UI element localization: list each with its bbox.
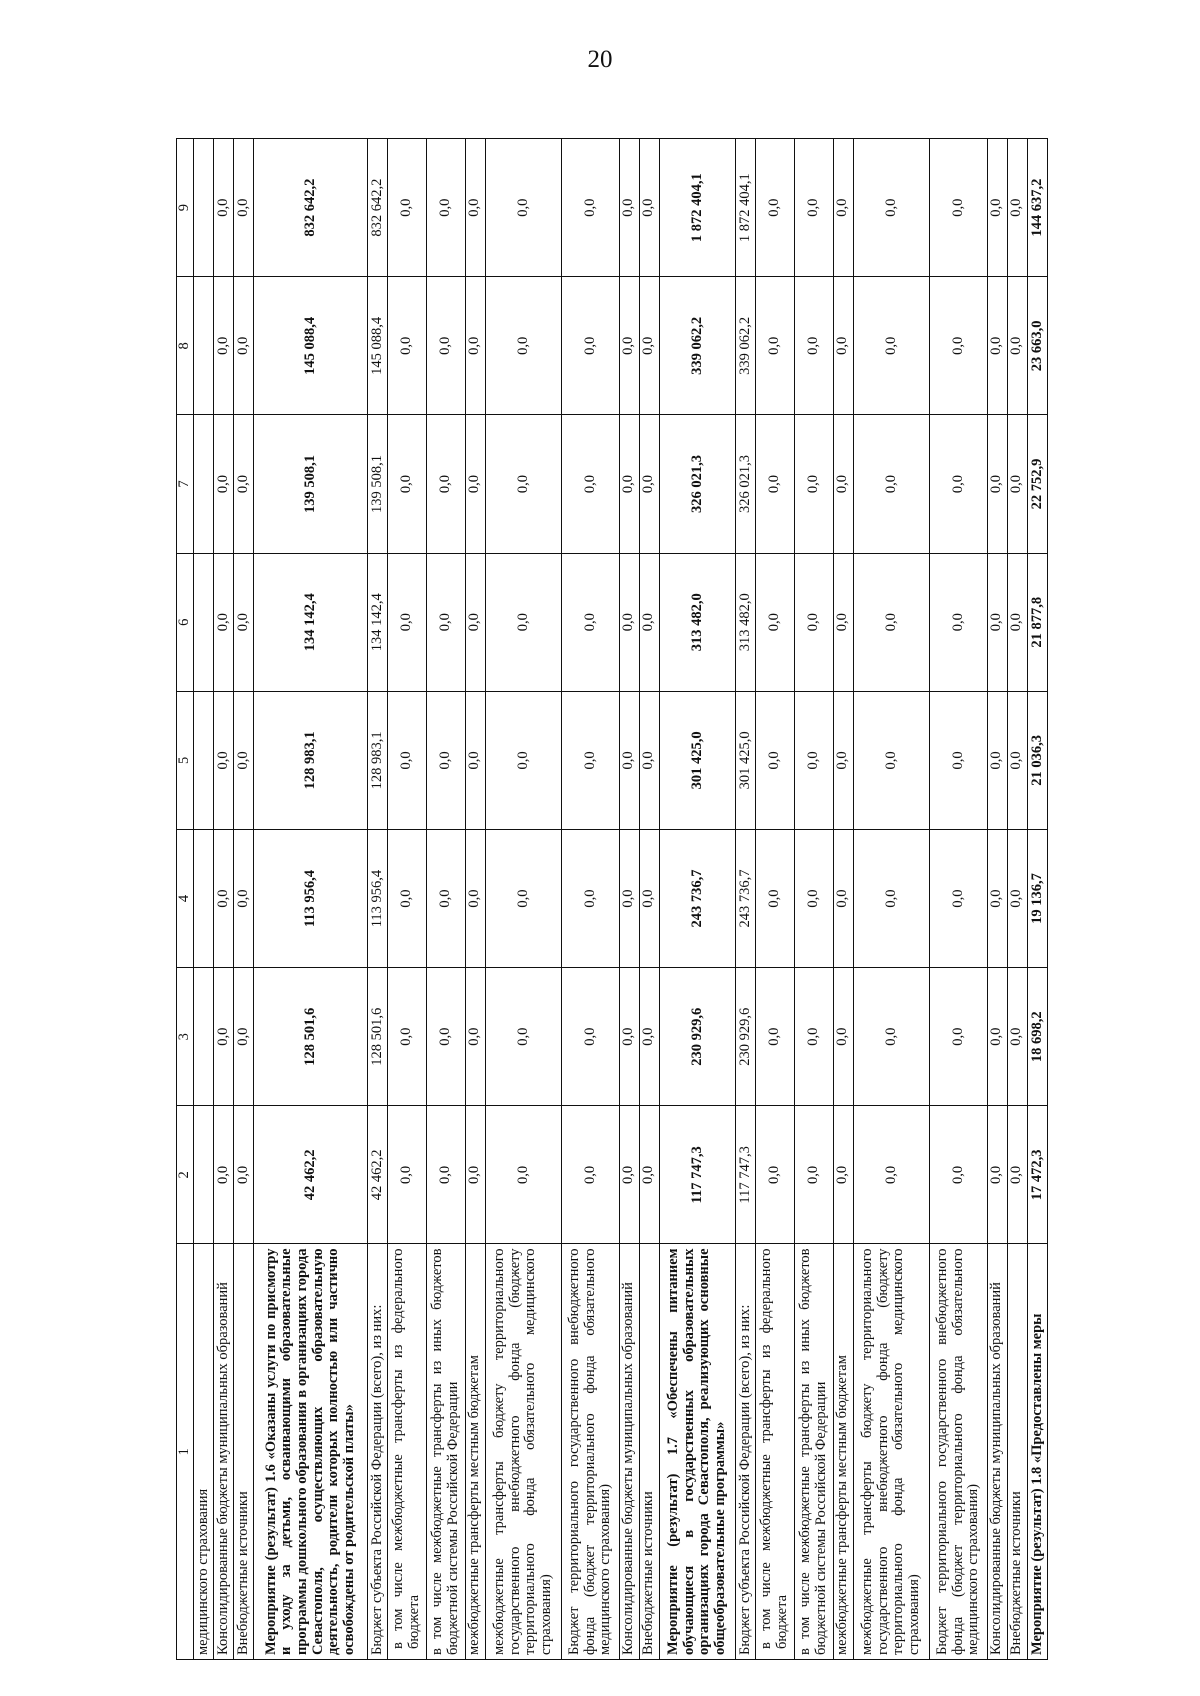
value-cell: 0,0 — [930, 553, 988, 691]
value-cell: 0,0 — [465, 139, 485, 277]
value-cell: 0,0 — [465, 553, 485, 691]
value-cell: 0,0 — [987, 691, 1007, 829]
value-cell: 0,0 — [639, 1106, 659, 1244]
value-cell: 0,0 — [465, 277, 485, 415]
value-cell: 301 425,0 — [659, 691, 735, 829]
value-cell: 139 508,1 — [254, 415, 368, 553]
value-cell: 1 872 404,1 — [659, 139, 735, 277]
value-cell: 0,0 — [833, 968, 853, 1106]
value-cell: 313 482,0 — [659, 553, 735, 691]
table-row — [639, 139, 659, 1660]
value-cell: 0,0 — [388, 829, 427, 967]
budget-table — [176, 138, 1048, 1660]
value-cell: 0,0 — [485, 415, 561, 553]
value-cell: 0,0 — [756, 139, 795, 277]
row-label: Внебюджетные источники — [234, 1244, 254, 1660]
table-row — [930, 139, 988, 1660]
value-cell: 0,0 — [639, 277, 659, 415]
value-cell: 0,0 — [485, 139, 561, 277]
value-cell — [194, 968, 214, 1106]
value-cell: 0,0 — [1007, 1106, 1027, 1244]
value-cell: 0,0 — [562, 139, 620, 277]
table-row — [368, 139, 388, 1660]
row-label: Внебюджетные источники — [639, 1244, 659, 1660]
value-cell: 1 872 404,1 — [736, 139, 756, 277]
value-cell: 243 736,7 — [736, 829, 756, 967]
value-cell: 0,0 — [833, 829, 853, 967]
value-cell — [194, 691, 214, 829]
header-cell: 1 — [177, 1244, 194, 1660]
table-row — [388, 139, 427, 1660]
value-cell: 128 983,1 — [254, 691, 368, 829]
value-cell: 0,0 — [234, 691, 254, 829]
value-cell: 0,0 — [987, 553, 1007, 691]
value-cell: 22 752,9 — [1027, 415, 1047, 553]
value-cell: 0,0 — [214, 553, 234, 691]
table-row — [833, 139, 853, 1660]
value-cell: 0,0 — [234, 139, 254, 277]
value-cell: 0,0 — [930, 415, 988, 553]
header-cell: 8 — [177, 277, 194, 415]
value-cell: 0,0 — [756, 691, 795, 829]
row-label: медицинского страхования — [194, 1244, 214, 1660]
table-row — [659, 139, 735, 1660]
row-label: Консолидированные бюджеты муниципальных образований — [619, 1244, 639, 1660]
table-row — [214, 139, 234, 1660]
row-label: межбюджетные трансферты местным бюджетам — [465, 1244, 485, 1660]
value-cell: 128 501,6 — [254, 968, 368, 1106]
value-cell: 243 736,7 — [659, 829, 735, 967]
table-row — [194, 139, 214, 1660]
value-cell: 0,0 — [388, 415, 427, 553]
value-cell: 0,0 — [853, 829, 929, 967]
value-cell: 0,0 — [388, 691, 427, 829]
value-cell: 0,0 — [639, 553, 659, 691]
value-cell: 0,0 — [214, 415, 234, 553]
value-cell: 0,0 — [485, 691, 561, 829]
header-cell: 6 — [177, 553, 194, 691]
table-row — [987, 139, 1007, 1660]
value-cell: 0,0 — [794, 691, 833, 829]
value-cell: 0,0 — [619, 139, 639, 277]
value-cell — [194, 139, 214, 277]
row-label: Мероприятие (результат) 1.8 «Предоставлены меры — [1027, 1244, 1047, 1660]
value-cell: 0,0 — [234, 415, 254, 553]
value-cell: 0,0 — [465, 1106, 485, 1244]
value-cell: 0,0 — [465, 829, 485, 967]
header-cell: 3 — [177, 968, 194, 1106]
rotated-table-frame — [176, 138, 1048, 1660]
value-cell — [194, 1106, 214, 1244]
value-cell: 832 642,2 — [254, 139, 368, 277]
header-cell: 4 — [177, 829, 194, 967]
value-cell: 134 142,4 — [254, 553, 368, 691]
value-cell: 128 983,1 — [368, 691, 388, 829]
table-row — [426, 139, 465, 1660]
value-cell: 23 663,0 — [1027, 277, 1047, 415]
value-cell: 0,0 — [987, 277, 1007, 415]
value-cell: 0,0 — [465, 691, 485, 829]
value-cell: 21 036,3 — [1027, 691, 1047, 829]
value-cell: 0,0 — [426, 691, 465, 829]
value-cell: 0,0 — [794, 415, 833, 553]
value-cell: 0,0 — [1007, 968, 1027, 1106]
value-cell: 0,0 — [214, 1106, 234, 1244]
table-row — [1027, 139, 1047, 1660]
table-row — [465, 139, 485, 1660]
value-cell: 42 462,2 — [254, 1106, 368, 1244]
value-cell: 0,0 — [853, 139, 929, 277]
value-cell: 0,0 — [388, 139, 427, 277]
value-cell: 0,0 — [794, 553, 833, 691]
value-cell: 0,0 — [853, 691, 929, 829]
table-row — [254, 139, 368, 1660]
header-cell: 2 — [177, 1106, 194, 1244]
value-cell: 21 877,8 — [1027, 553, 1047, 691]
value-cell: 0,0 — [853, 415, 929, 553]
rotated-table-content — [176, 138, 1048, 1660]
value-cell: 113 956,4 — [254, 829, 368, 967]
value-cell: 339 062,2 — [736, 277, 756, 415]
value-cell: 0,0 — [1007, 277, 1027, 415]
row-label: в том числе межбюджетные трансферты из иных бюджетов бюджетной системы Российской Федерации — [794, 1244, 833, 1660]
value-cell: 134 142,4 — [368, 553, 388, 691]
row-label: Консолидированные бюджеты муниципальных образований — [987, 1244, 1007, 1660]
row-label: Внебюджетные источники — [1007, 1244, 1027, 1660]
table-row — [756, 139, 795, 1660]
value-cell: 0,0 — [562, 829, 620, 967]
row-label: Бюджет субъекта Российской Федерации (всего), из них: — [368, 1244, 388, 1660]
header-cell: 9 — [177, 139, 194, 277]
value-cell: 0,0 — [388, 968, 427, 1106]
table-row — [562, 139, 620, 1660]
table-row — [736, 139, 756, 1660]
value-cell: 0,0 — [426, 139, 465, 277]
value-cell: 0,0 — [485, 553, 561, 691]
value-cell: 0,0 — [619, 277, 639, 415]
value-cell: 0,0 — [388, 277, 427, 415]
value-cell: 0,0 — [619, 829, 639, 967]
value-cell: 0,0 — [562, 415, 620, 553]
value-cell: 0,0 — [756, 277, 795, 415]
value-cell: 0,0 — [619, 968, 639, 1106]
value-cell: 0,0 — [234, 829, 254, 967]
page-number: 20 — [587, 46, 613, 73]
value-cell: 326 021,3 — [736, 415, 756, 553]
row-label: межбюджетные трансферты бюджету территориального государственного внебюджетного фонда (бюджету территориального фонда обязательного медицинского страхования) — [485, 1244, 561, 1660]
value-cell: 0,0 — [639, 415, 659, 553]
value-cell: 0,0 — [465, 415, 485, 553]
value-cell: 0,0 — [619, 1106, 639, 1244]
value-cell: 117 747,3 — [736, 1106, 756, 1244]
value-cell: 0,0 — [794, 829, 833, 967]
value-cell: 0,0 — [426, 829, 465, 967]
row-label: Бюджет субъекта Российской Федерации (всего), из них: — [736, 1244, 756, 1660]
value-cell: 339 062,2 — [659, 277, 735, 415]
row-label: в том числе межбюджетные трансферты из иных бюджетов бюджетной системы Российской Федерации — [426, 1244, 465, 1660]
value-cell: 0,0 — [833, 1106, 853, 1244]
value-cell: 0,0 — [214, 829, 234, 967]
value-cell: 326 021,3 — [659, 415, 735, 553]
value-cell: 0,0 — [1007, 553, 1027, 691]
value-cell: 0,0 — [756, 553, 795, 691]
value-cell: 0,0 — [234, 1106, 254, 1244]
value-cell: 0,0 — [756, 415, 795, 553]
value-cell: 0,0 — [214, 691, 234, 829]
value-cell — [194, 829, 214, 967]
value-cell: 0,0 — [756, 829, 795, 967]
value-cell: 0,0 — [485, 1106, 561, 1244]
value-cell: 0,0 — [214, 968, 234, 1106]
value-cell: 0,0 — [987, 968, 1007, 1106]
value-cell: 0,0 — [639, 829, 659, 967]
value-cell: 0,0 — [794, 1106, 833, 1244]
value-cell: 144 637,2 — [1027, 139, 1047, 277]
value-cell: 19 136,7 — [1027, 829, 1047, 967]
value-cell: 0,0 — [930, 277, 988, 415]
value-cell: 230 929,6 — [659, 968, 735, 1106]
table-row — [853, 139, 929, 1660]
value-cell: 0,0 — [426, 553, 465, 691]
value-cell: 0,0 — [562, 1106, 620, 1244]
value-cell: 0,0 — [1007, 691, 1027, 829]
value-cell: 0,0 — [639, 139, 659, 277]
value-cell: 0,0 — [234, 968, 254, 1106]
value-cell — [194, 415, 214, 553]
value-cell: 128 501,6 — [368, 968, 388, 1106]
value-cell: 0,0 — [639, 968, 659, 1106]
value-cell: 0,0 — [756, 968, 795, 1106]
value-cell: 0,0 — [485, 829, 561, 967]
value-cell: 0,0 — [639, 691, 659, 829]
value-cell: 230 929,6 — [736, 968, 756, 1106]
header-row — [177, 139, 194, 1660]
value-cell: 117 747,3 — [659, 1106, 735, 1244]
value-cell: 0,0 — [388, 553, 427, 691]
value-cell: 0,0 — [930, 691, 988, 829]
value-cell: 0,0 — [930, 829, 988, 967]
value-cell: 0,0 — [562, 553, 620, 691]
value-cell: 0,0 — [619, 415, 639, 553]
value-cell: 0,0 — [833, 139, 853, 277]
value-cell — [194, 277, 214, 415]
value-cell: 0,0 — [426, 968, 465, 1106]
row-label: Консолидированные бюджеты муниципальных образований — [214, 1244, 234, 1660]
value-cell: 0,0 — [987, 1106, 1007, 1244]
value-cell: 0,0 — [426, 1106, 465, 1244]
value-cell: 0,0 — [234, 553, 254, 691]
value-cell: 0,0 — [987, 829, 1007, 967]
value-cell: 0,0 — [619, 691, 639, 829]
value-cell: 0,0 — [833, 691, 853, 829]
value-cell: 0,0 — [853, 277, 929, 415]
value-cell: 0,0 — [930, 1106, 988, 1244]
table-row — [1007, 139, 1027, 1660]
table-row — [485, 139, 561, 1660]
value-cell: 0,0 — [853, 553, 929, 691]
value-cell: 0,0 — [987, 139, 1007, 277]
value-cell: 42 462,2 — [368, 1106, 388, 1244]
value-cell: 0,0 — [388, 1106, 427, 1244]
value-cell: 0,0 — [562, 691, 620, 829]
table-row — [234, 139, 254, 1660]
value-cell: 0,0 — [930, 139, 988, 277]
row-label: Бюджет территориального государственного внебюджетного фонда (бюджет территориального фонда обязательного медицинского страхования) — [562, 1244, 620, 1660]
value-cell: 0,0 — [794, 277, 833, 415]
value-cell: 0,0 — [833, 277, 853, 415]
value-cell: 0,0 — [1007, 415, 1027, 553]
value-cell: 0,0 — [485, 277, 561, 415]
value-cell: 0,0 — [853, 968, 929, 1106]
value-cell: 0,0 — [214, 139, 234, 277]
value-cell: 0,0 — [619, 553, 639, 691]
value-cell — [194, 553, 214, 691]
value-cell: 0,0 — [987, 415, 1007, 553]
value-cell: 18 698,2 — [1027, 968, 1047, 1106]
table-body — [194, 139, 1048, 1660]
table-row — [794, 139, 833, 1660]
row-label: в том числе межбюджетные трансферты из федерального бюджета — [388, 1244, 427, 1660]
value-cell: 0,0 — [426, 277, 465, 415]
row-label: Бюджет территориального государственного внебюджетного фонда (бюджет территориального фонда обязательного медицинского страхования) — [930, 1244, 988, 1660]
value-cell: 0,0 — [853, 1106, 929, 1244]
value-cell: 0,0 — [465, 968, 485, 1106]
value-cell: 145 088,4 — [254, 277, 368, 415]
value-cell: 0,0 — [756, 1106, 795, 1244]
value-cell: 0,0 — [1007, 139, 1027, 277]
value-cell: 17 472,3 — [1027, 1106, 1047, 1244]
header-cell: 7 — [177, 415, 194, 553]
value-cell: 139 508,1 — [368, 415, 388, 553]
table-row — [619, 139, 639, 1660]
value-cell: 0,0 — [214, 277, 234, 415]
header-cell: 5 — [177, 691, 194, 829]
value-cell: 0,0 — [562, 277, 620, 415]
row-label: Мероприятие (результат) 1.7 «Обеспечены питанием обучающиеся в государственных образовательных организациях города Севастополя, реализующих основные общеобразовательные программы» — [659, 1244, 735, 1660]
value-cell: 113 956,4 — [368, 829, 388, 967]
value-cell: 0,0 — [833, 553, 853, 691]
value-cell: 313 482,0 — [736, 553, 756, 691]
row-label: Мероприятие (результат) 1.6 «Оказаны услуги по присмотру и уходу за детьми, осваивающими образовательные программы дошкольного образования в организациях города Севастополя, осуществляющих образовательную деятельность, родители которых полностью или частично освобождены от родительской платы» — [254, 1244, 368, 1660]
value-cell: 0,0 — [794, 968, 833, 1106]
row-label: межбюджетные трансферты бюджету территориального государственного внебюджетного фонда (бюджету территориального фонда обязательного медицинского страхования) — [853, 1244, 929, 1660]
row-label: в том числе межбюджетные трансферты из федерального бюджета — [756, 1244, 795, 1660]
value-cell: 832 642,2 — [368, 139, 388, 277]
value-cell: 0,0 — [234, 277, 254, 415]
value-cell: 0,0 — [833, 415, 853, 553]
value-cell: 0,0 — [930, 968, 988, 1106]
value-cell: 0,0 — [562, 968, 620, 1106]
value-cell: 145 088,4 — [368, 277, 388, 415]
value-cell: 0,0 — [1007, 829, 1027, 967]
row-label: межбюджетные трансферты местным бюджетам — [833, 1244, 853, 1660]
value-cell: 301 425,0 — [736, 691, 756, 829]
value-cell: 0,0 — [794, 139, 833, 277]
value-cell: 0,0 — [426, 415, 465, 553]
value-cell: 0,0 — [485, 968, 561, 1106]
